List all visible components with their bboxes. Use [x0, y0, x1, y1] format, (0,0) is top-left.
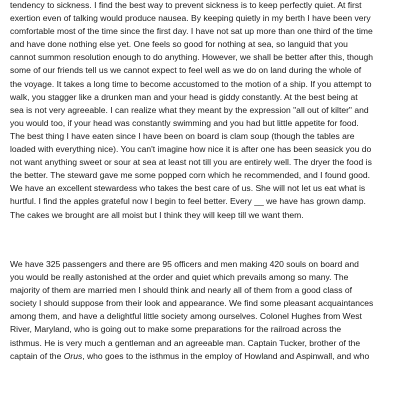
text-line: sea is not very agreeable. I can realize what they meant by the expression "all out of kilter" and: [10, 104, 369, 115]
text-line: walk, you stagger like a drunken man and your head is giddy constantly. At the best being at: [10, 91, 358, 102]
text-line: some of our friends tell us we cannot expect to feel well as we do on land during the whole of: [10, 65, 362, 76]
text-line: society I should suppose from their look and appearance. We find some pleasant acquaintances: [10, 298, 374, 309]
text-line: We have 325 passengers and there are 95 officers and men making 420 souls on board and: [10, 259, 359, 269]
text-line: hurtful. I find the apples grateful now I begin to feel better. Every __ we have has grown damp.: [10, 196, 366, 207]
text-line: The cakes we brought are all moist but I think they will keep till we want them.: [10, 209, 304, 220]
letter-page: [10, 0, 398, 400]
text-line: the better. The steward gave me some popped corn which he recommended, and I found good.: [10, 170, 370, 181]
text-line: loaded with everything nice). You can't imagine how nice it is after one has been seasick you do: [10, 144, 372, 155]
text-line: captain of the Orus, who goes to the isthmus in the employ of Howland and Aspinwall, and who: [10, 350, 370, 361]
text-line: you would be really astonished at the order and quiet which prevails among so many. The: [10, 272, 349, 283]
text-line: comfortable most of the time since the first day. I have not sat up more than one third of the time: [10, 26, 373, 37]
text-line: not want anything sweet or sour at sea at least not till you are entirely well. The dryer the food is: [10, 157, 372, 168]
text-line: tendency to sickness. I find the best way to prevent sickness is to keep perfectly quiet. At first: [10, 0, 362, 10]
text-line: you would too, if your head was constantly swimming and you had but little appetite for food.: [10, 117, 359, 128]
paragraph-seasickness: [10, 0, 373, 222]
paragraph-passengers: [10, 258, 373, 363]
text-line: River, Maryland, who is going out to make some preparations for the railroad across the: [10, 324, 342, 335]
text-line: exertion even of talking would produce nausea. By keeping quietly in my berth I have been very: [10, 13, 371, 24]
text-line: The best thing I have eaten since I have been on board is clam soup (though the tables are: [10, 130, 355, 141]
text-line: the voyage. It takes a long time to become accustomed to the motion of a ship. If you attempt to: [10, 78, 372, 89]
text-line: isthmus. He is very much a gentleman and an agreeable man. Captain Tucker, brother of the: [10, 337, 361, 348]
text-line: majority of them are married men I should think and nearly all of them from a good class of: [10, 285, 353, 296]
text-line: We have an excellent stewardess who takes the best care of us. She will not let us eat what is: [10, 183, 366, 194]
ship-name: Orus: [63, 350, 83, 361]
text-line: cannot summon resolution enough to do anything. However, we shall be better after this, though: [10, 52, 373, 63]
text-line: and have done nothing else yet. One feels so good for nothing at sea, so languid that you: [10, 39, 348, 50]
text-line: among them, and have a delightful little society among ourselves. Colonel Hughes from West: [10, 311, 362, 322]
